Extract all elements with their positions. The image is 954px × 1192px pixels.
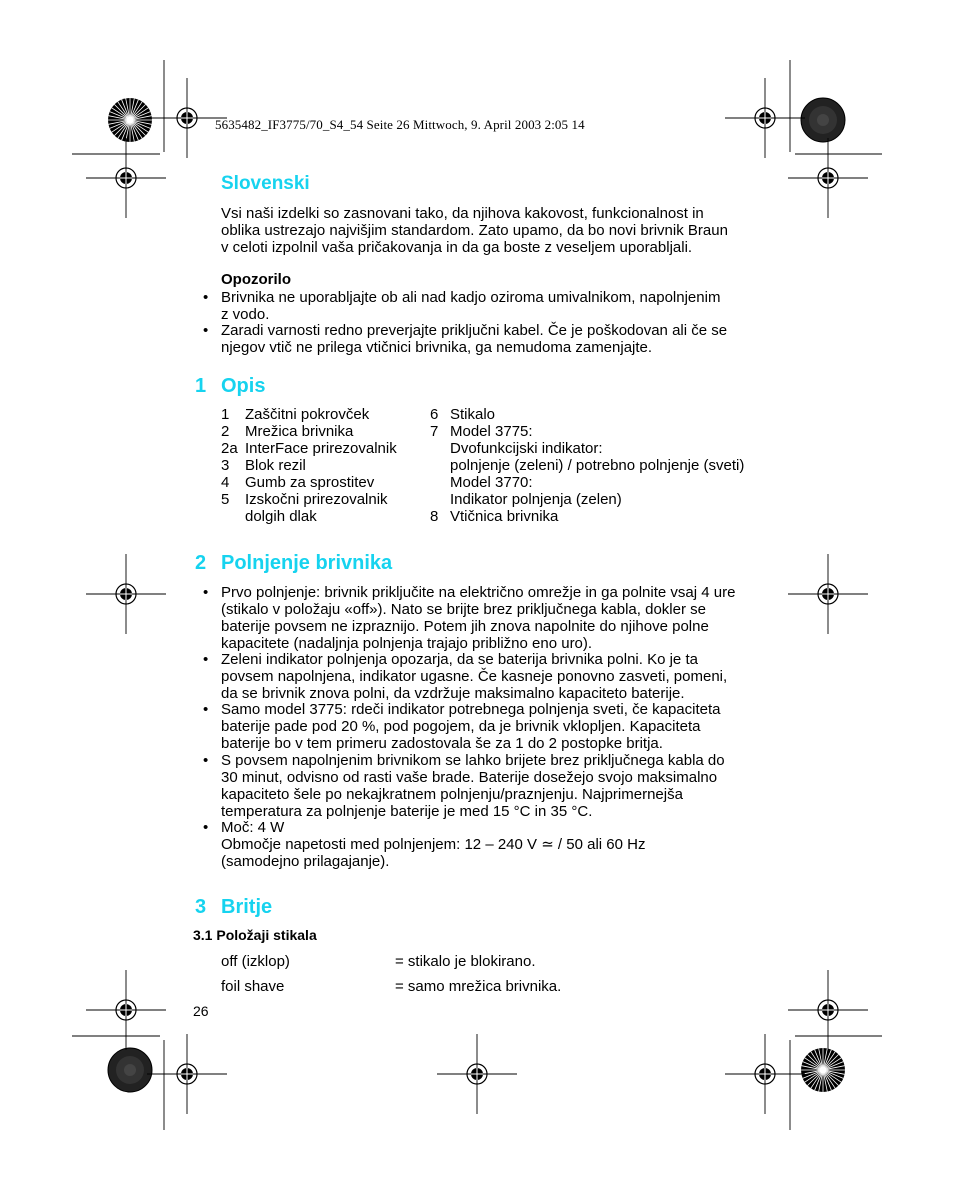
bullet-text: baterije povsem ne izpraznijo. Potem jih znova napolnite do njihove polne xyxy=(221,618,709,635)
section-heading xyxy=(195,375,265,398)
intro-line: Vsi naši izdelki so zasnovani tako, da njihova kakovost, funkcionalnost in xyxy=(221,205,704,222)
section-title: Britje xyxy=(221,896,273,918)
part-label: Dvofunkcijski indikator: xyxy=(450,440,603,457)
warning-bullet: • Brivnika ne uporabljajte ob ali nad kadjo oziroma umivalnikom, napolnjenim z vodo. xyxy=(203,289,721,323)
charging-bullet: • Zeleni indikator polnjenja opozarja, da se baterija brivnika polni. Ko je ta povsem napolnjena, indikator ugasne. Če kasneje ponovno zasveti, pomeni, da se brivnik znova polni, da vzdržuje maksimalno kapaciteto baterije. xyxy=(203,651,728,702)
section-heading xyxy=(195,896,272,919)
part-label: dolgih dlak xyxy=(245,508,317,525)
charging-bullet: • Prvo polnjenje: brivnik priključite na električno omrežje in ga polnite vsaj 4 ure (stikalo v položaju «off»). Nato se brijte brez priključnega kabla, dokler se baterije povsem ne izpraznijo. Potem jih znova napolnite do njihove polne kapacitete (nadaljnja polnjenja trajajo približno eno uro). xyxy=(203,584,736,652)
bullet-text: temperatura za polnjenje baterije je med 15 °C in 35 °C. xyxy=(221,803,593,820)
bullet-text: Brivnika ne uporabljajte ob ali nad kadjo oziroma umivalnikom, napolnjenim xyxy=(221,289,721,306)
bullet-text: Moč: 4 W xyxy=(221,819,285,836)
bullet-text: povsem napolnjena, indikator ugasne. Če kasneje ponovno zasveti, pomeni, xyxy=(221,668,728,685)
switch-position-row xyxy=(221,978,562,995)
bullet-text: Prvo polnjenje: brivnik priključite na električno omrežje in ga polnite vsaj 4 ure xyxy=(221,584,736,601)
page-number: 26 xyxy=(193,1003,209,1019)
bullet-text: Samo model 3775: rdeči indikator potrebnega polnjenja sveti, če kapaciteta xyxy=(221,701,721,718)
bullet-text: (stikalo v položaju «off»). Nato se brijte brez priključnega kabla, dokler se xyxy=(221,601,706,618)
bullet-text: S povsem napolnjenim brivnikom se lahko brijete brez priključnega kabla do xyxy=(221,752,725,769)
position-label: off (izklop) xyxy=(221,953,290,970)
print-header: 5635482_IF3775/70_S4_54 Seite 26 Mittwoch, 9. April 2003 2:05 14 xyxy=(215,117,585,132)
charging-bullet: • Moč: 4 W Območje napetosti med polnjenjem: 12 – 240 V ≃ / 50 ali 60 Hz (samodejno prilagajanje). xyxy=(203,819,646,870)
bullet-text: z vodo. xyxy=(221,306,270,323)
parts-list-left: 1 Zaščitni pokrovček 2 Mrežica brivnika 2a InterFace prirezovalnik 3 Blok rezil 4 Gumb za sprostitev 5 Izskočni prirezovalnik dolgih dlak xyxy=(221,406,397,525)
bullet-text: da se brivnik znova polni, da vzdržuje maksimalno kapaciteto baterije. xyxy=(221,685,685,702)
part-label: Model 3775: xyxy=(450,423,533,440)
part-label: Izskočni prirezovalnik xyxy=(245,491,388,508)
section-number: 2 xyxy=(195,552,207,574)
intro-paragraph xyxy=(221,205,728,256)
warning-bullet: • Zaradi varnosti redno preverjajte priključni kabel. Če je poškodovan ali če se njegov vtič ne prilega vtičnici brivnika, ga nemudoma zamenjajte. xyxy=(203,322,728,356)
charging-bullet: • S povsem napolnjenim brivnikom se lahko brijete brez priključnega kabla do 30 minut, odvisno od rasti vaše brade. Baterije dosežejo svojo maksimalno kapaciteto šele po nekajkratnem polnjenju/praznjenju. Najprimernejša temperatura za polnjenje baterije je med 15 °C in 35 °C. xyxy=(203,752,725,820)
bullet-text: njegov vtič ne prilega vtičnici brivnika, ga nemudoma zamenjajte. xyxy=(221,339,653,356)
language-title: Slovenski xyxy=(221,173,310,194)
switch-position-row xyxy=(221,953,536,970)
part-label: Mrežica brivnika xyxy=(245,423,354,440)
bullet-text: kapacitete (nadaljnja polnjenja trajajo približno eno uro). xyxy=(221,635,593,652)
part-label: Stikalo xyxy=(450,406,496,423)
section-title: Opis xyxy=(221,375,266,397)
part-label: InterFace prirezovalnik xyxy=(245,440,397,457)
intro-line: oblika ustrezajo najvišjim standardom. Zato upamo, da bo novi brivnik Braun xyxy=(221,222,728,239)
bullet-text: 30 minut, odvisno od rasti vaše brade. Baterije dosežejo svojo maksimalno xyxy=(221,769,718,786)
bullet-text: kapaciteto šele po nekajkratnem polnjenju/praznjenju. Najprimernejša xyxy=(221,786,683,803)
part-label: Zaščitni pokrovček xyxy=(245,406,370,423)
bullet-text: Območje napetosti med polnjenjem: 12 – 240 V ≃ / 50 ali 60 Hz xyxy=(221,836,646,853)
warning-title: Opozorilo xyxy=(221,271,291,288)
section-number: 1 xyxy=(195,375,207,397)
position-label: foil shave xyxy=(221,978,285,995)
charging-bullet: • Samo model 3775: rdeči indikator potrebnega polnjenja sveti, če kapaciteta baterije pade pod 20 %, pod pogojem, da je brivnik vklopljen. Kapaciteta baterije bo v tem primeru zadostovala še za 1 do 2 postopke britja. xyxy=(203,701,721,752)
section-number: 3 xyxy=(195,896,207,918)
bullet-text: (samodejno prilagajanje). xyxy=(221,853,390,870)
subsection-title: 3.1 Položaji stikala xyxy=(193,927,317,943)
parts-list-right: 6 Stikalo 7 Model 3775: Dvofunkcijski indikator: polnjenje (zeleni) / potrebno polnjenje (sveti) Model 3770: Indikator polnjenja (zelen) 8 Vtičnica brivnika xyxy=(430,406,745,525)
intro-line: v celoti izpolnil vaša pričakovanja in da ga boste z veseljem uporabljali. xyxy=(221,239,693,256)
part-label: Gumb za sprostitev xyxy=(245,474,375,491)
section-title: Polnjenje brivnika xyxy=(221,552,393,574)
part-label: Blok rezil xyxy=(245,457,306,474)
bullet-text: baterije bo v tem primeru zadostovala še za 1 do 2 postopke britja. xyxy=(221,735,663,752)
section-heading xyxy=(195,552,392,575)
bullet-text: Zaradi varnosti redno preverjajte priključni kabel. Če je poškodovan ali če se xyxy=(221,322,728,339)
bullet-text: Zeleni indikator polnjenja opozarja, da se baterija brivnika polni. Ko je ta xyxy=(221,651,698,668)
part-label: Vtičnica brivnika xyxy=(450,508,559,525)
position-description: = stikalo je blokirano. xyxy=(395,953,536,970)
part-label: Model 3770: xyxy=(450,474,533,491)
part-label: Indikator polnjenja (zelen) xyxy=(450,491,622,508)
position-description: = samo mrežica brivnika. xyxy=(395,978,562,995)
bullet-text: baterije pade pod 20 %, pod pogojem, da je brivnik vklopljen. Kapaciteta xyxy=(221,718,701,735)
part-label: polnjenje (zeleni) / potrebno polnjenje (sveti) xyxy=(450,457,745,474)
